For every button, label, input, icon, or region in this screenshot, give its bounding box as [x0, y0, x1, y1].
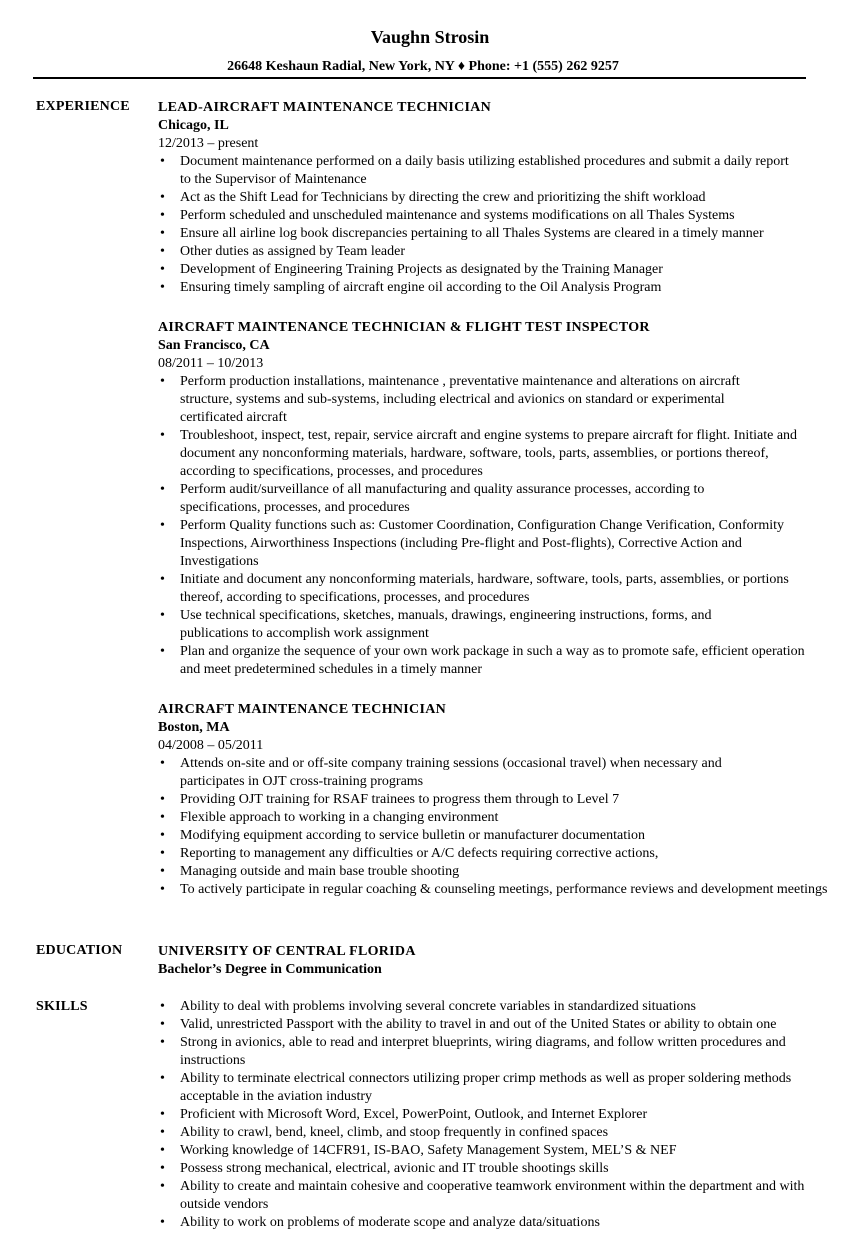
list-item: • Perform production installations, maintenance , preventative maintenance and alterations on aircraft structure, systems and sub-systems, including electrical and avionics on standard or experimental certificated aircraft: [158, 373, 780, 427]
skills-list: [158, 998, 818, 1232]
header-divider: [33, 77, 806, 79]
list-item: • Perform Quality functions such as: Customer Coordination, Configuration Change Verification, Conformity Inspections, Airworthiness Inspections (including Pre-flight and Post-flights), Corrective Action and Investigations: [158, 517, 800, 571]
list-item: • Document maintenance performed on a daily basis utilizing established procedures and submit a daily report to the Supervisor of Maintenance: [158, 153, 800, 189]
list-item: • Act as the Shift Lead for Technicians by directing the crew and prioritizing the shift workload: [158, 189, 818, 207]
list-item: • Providing OJT training for RSAF trainees to progress them through to Level 7: [158, 791, 818, 809]
education-entry: [158, 943, 818, 979]
list-item: • Strong in avionics, able to read and interpret blueprints, wiring diagrams, and follow written procedures and instructions: [158, 1034, 830, 1070]
list-item: • Flexible approach to working in a changing environment: [158, 809, 818, 827]
job-bullets: [158, 373, 818, 679]
job-entry: [158, 701, 828, 899]
list-item: • Possess strong mechanical, electrical, avionic and IT trouble shootings skills: [158, 1160, 818, 1178]
resume-name: Vaughn Strosin: [370, 27, 490, 47]
list-item: • Plan and organize the sequence of your own work package in such a way as to promote safe, efficient operation and meet predetermined schedules in a timely manner: [158, 643, 820, 679]
list-item: • Development of Engineering Training Projects as designated by the Training Manager: [158, 261, 818, 279]
contact-line: 26648 Keshaun Radial, New York, NY ♦ Phone: +1 (555) 262 9257: [227, 59, 619, 74]
list-item: • Managing outside and main base trouble shooting: [158, 863, 818, 881]
list-item: • Proficient with Microsoft Word, Excel, PowerPoint, Outlook, and Internet Explorer: [158, 1106, 818, 1124]
list-item: • Perform audit/surveillance of all manufacturing and quality assurance processes, according to specifications, processes, and procedures: [158, 481, 760, 517]
education-school: UNIVERSITY OF CENTRAL FLORIDA: [158, 944, 416, 959]
education-degree: Bachelor’s Degree in Communication: [158, 962, 382, 977]
job-entry: [158, 319, 818, 679]
list-item: • Initiate and document any nonconforming materials, hardware, software, tools, parts, assemblies, or portions thereof, according to specifications, processes, and procedures: [158, 571, 800, 607]
list-item: • Use technical specifications, sketches, manuals, drawings, engineering instructions, forms, and publications to accomplish work assignment: [158, 607, 780, 643]
job-title: LEAD-AIRCRAFT MAINTENANCE TECHNICIAN: [158, 100, 492, 115]
job-bullets: [158, 755, 828, 899]
list-item: • Other duties as assigned by Team leader: [158, 243, 818, 261]
list-item: • Ability to work on problems of moderate scope and analyze data/situations: [158, 1214, 818, 1232]
list-item: • Perform scheduled and unscheduled maintenance and systems modifications on all Thales Systems: [158, 207, 818, 225]
list-item: • Valid, unrestricted Passport with the ability to travel in and out of the United States or ability to obtain one: [158, 1016, 830, 1034]
job-location: San Francisco, CA: [158, 338, 270, 353]
list-item: • Ability to crawl, bend, kneel, climb, and stoop frequently in confined spaces: [158, 1124, 818, 1142]
list-item: • Troubleshoot, inspect, test, repair, service aircraft and engine systems to prepare aircraft for flight. Initiate and document any nonconforming materials, hardware, software, tools, parts, assemblies, or portions thereof, according to specifications, processes, and procedures: [158, 427, 818, 481]
skills-heading: SKILLS: [36, 999, 88, 1014]
job-dates: 12/2013 – present: [158, 136, 259, 151]
education-heading: EDUCATION: [36, 943, 123, 958]
list-item: • Ensure all airline log book discrepancies pertaining to all Thales Systems are cleared in a timely manner: [158, 225, 818, 243]
job-location: Boston, MA: [158, 720, 230, 735]
list-item: • Working knowledge of 14CFR91, IS-BAO, Safety Management System, MEL’S & NEF: [158, 1142, 818, 1160]
experience-heading: EXPERIENCE: [36, 99, 130, 114]
job-dates: 08/2011 – 10/2013: [158, 356, 264, 371]
list-item: • To actively participate in regular coaching & counseling meetings, performance reviews and development meetings: [158, 881, 830, 899]
list-item: • Reporting to management any difficulties or A/C defects requiring corrective actions,: [158, 845, 818, 863]
skills-entry: [158, 998, 818, 1232]
list-item: • Attends on-site and or off-site company training sessions (occasional travel) when necessary and participates in OJT cross-training programs: [158, 755, 780, 791]
job-dates: 04/2008 – 05/2011: [158, 738, 264, 753]
job-location: Chicago, IL: [158, 118, 229, 133]
job-entry: [158, 99, 818, 297]
list-item: • Modifying equipment according to service bulletin or manufacturer documentation: [158, 827, 818, 845]
job-bullets: [158, 153, 818, 297]
job-title: AIRCRAFT MAINTENANCE TECHNICIAN: [158, 702, 447, 717]
list-item: • Ability to deal with problems involving several concrete variables in standardized situations: [158, 998, 818, 1016]
list-item: • Ensuring timely sampling of aircraft engine oil according to the Oil Analysis Program: [158, 279, 818, 297]
list-item: • Ability to create and maintain cohesive and cooperative teamwork environment within the department and with outside vendors: [158, 1178, 820, 1214]
list-item: • Ability to terminate electrical connectors utilizing proper crimp methods as well as proper soldering methods acceptable in the aviation industry: [158, 1070, 800, 1106]
job-title: AIRCRAFT MAINTENANCE TECHNICIAN & FLIGHT TEST INSPECTOR: [158, 320, 650, 335]
